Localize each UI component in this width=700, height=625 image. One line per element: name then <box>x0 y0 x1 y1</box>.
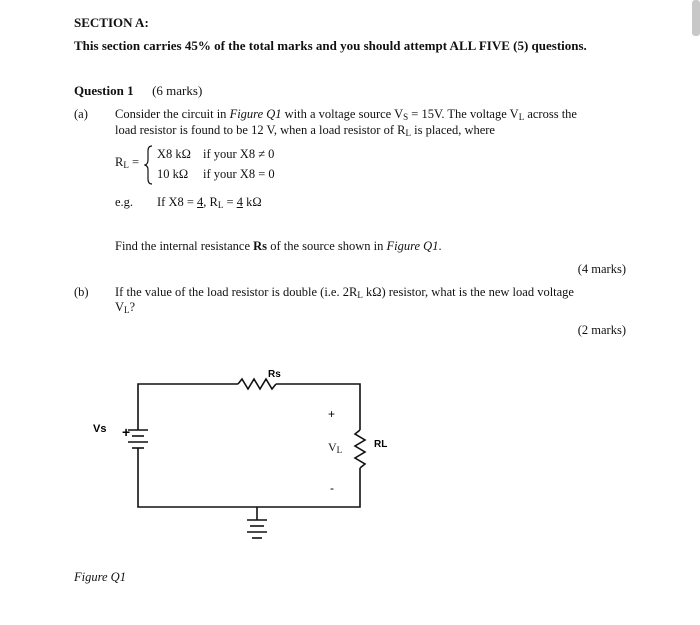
rl-case-2: 10 kΩ if your X8 = 0 <box>157 167 275 181</box>
part-b-line2: $V_L$? <box>115 300 136 315</box>
example-label: e.g. <box>115 195 134 209</box>
load-minus-sign: - <box>330 481 334 495</box>
figure-caption: Figure Q1 <box>74 570 126 584</box>
part-b-label: (b) <box>74 285 89 299</box>
part-b-marks: (2 marks) <box>577 323 626 337</box>
rl-definition-label: $R_L$ = <box>115 155 140 170</box>
wire-top-left <box>138 384 238 388</box>
resistor-rs <box>238 379 276 389</box>
question-title: Question 1 <box>74 83 134 98</box>
part-b-line1: If the value of the load resistor is double (i.e. $2R_L$ kΩ) resistor, what is the new load voltage <box>115 285 574 300</box>
example-text: If X8 = 4, $R_L = 4$ kΩ <box>157 195 262 210</box>
vl-label: $V_L$ <box>328 440 343 455</box>
resistor-rl <box>355 430 365 468</box>
question-marks: (6 marks) <box>152 83 203 98</box>
part-a-label: (a) <box>74 107 88 121</box>
source-plus-sign: + <box>122 424 131 440</box>
rl-label: RL <box>374 439 388 450</box>
rl-case-1: X8 kΩ if your X8 ≠ 0 <box>157 147 275 161</box>
part-a-marks: (4 marks) <box>577 262 626 276</box>
rs-label: Rs <box>268 369 281 380</box>
figure-ref: Figure Q1 <box>229 107 282 121</box>
wire-bottom <box>138 458 360 507</box>
part-a-task: Find the internal resistance Rs of the source shown in Figure Q1. <box>115 239 442 253</box>
wire-top-right <box>276 384 360 430</box>
section-title: SECTION A: <box>74 15 149 30</box>
section-instruction: This section carries 45% of the total marks and you should attempt ALL FIVE (5) questions. <box>74 38 587 53</box>
part-a-line1: Consider the circuit in Figure Q1 with a voltage source $V_S = 15V$. The voltage $V_L$ across the <box>115 107 577 122</box>
part-a-line2: load resistor is found to be 12 V, when a load resistor of $R_L$ is placed, where <box>115 123 495 138</box>
load-plus-sign: + <box>328 407 336 421</box>
vs-label: Vs <box>93 423 107 435</box>
